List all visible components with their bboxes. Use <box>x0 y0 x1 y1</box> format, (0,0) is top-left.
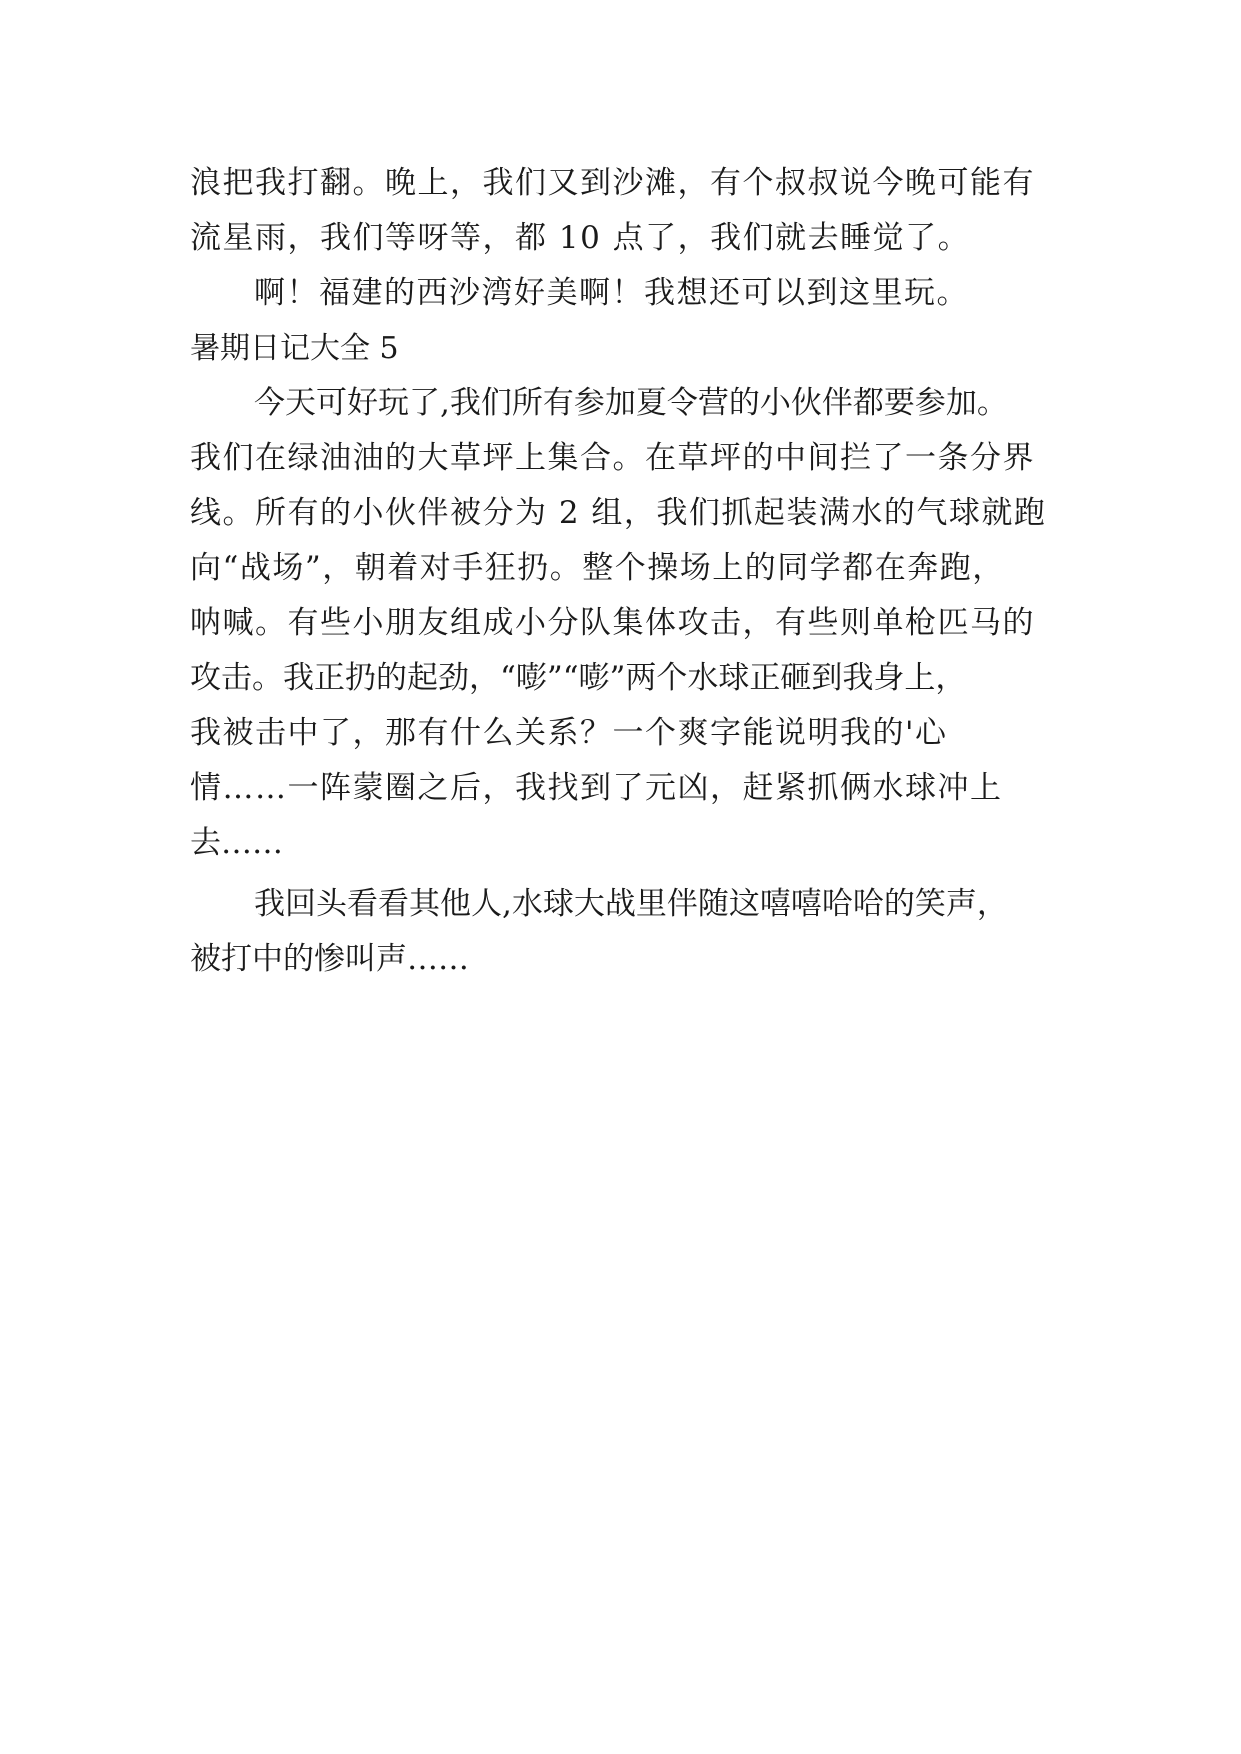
text-line: 啊！福建的西沙湾好美啊！我想还可以到这里玩。 <box>254 275 969 311</box>
text-line: 去…… <box>190 825 283 861</box>
text-line: 呐喊。有些小朋友组成小分队集体攻击，有些则单枪匹马的 <box>190 605 1035 641</box>
text-line: 我回头看看其他人,水球大战里伴随这嘻嘻哈哈的笑声， <box>254 886 1008 922</box>
text-line: 情……一阵蒙圈之后，我找到了元凶，赶紧抓俩水球冲上 <box>190 770 1003 806</box>
text-line: 今天可好玩了,我们所有参加夏令营的小伙伴都要参加。 <box>254 385 1008 421</box>
previous-section-tail <box>190 156 1070 321</box>
document-body <box>190 156 1070 987</box>
text-line: 被打中的惨叫声…… <box>190 941 469 977</box>
text-line: 线。所有的小伙伴被分为 2 组，我们抓起装满水的气球就跑 <box>190 495 1047 531</box>
text-line: 我被击中了，那有什么关系？一个爽字能说明我的'心 <box>190 715 948 751</box>
text-line: 向“战场”，朝着对手狂扔。整个操场上的同学都在奔跑， <box>190 550 1005 586</box>
text-line: 攻击。我正扔的起劲，“嘭”“嘭”两个水球正砸到我身上， <box>190 660 967 696</box>
paragraph <box>190 877 1070 987</box>
text-line: 浪把我打翻。晚上，我们又到沙滩，有个叔叔说今晚可能有 <box>190 165 1035 201</box>
section-title: 暑期日记大全 5 <box>190 331 399 366</box>
text-line: 我们在绿油油的大草坪上集合。在草坪的中间拦了一条分界 <box>190 440 1035 476</box>
text-line: 流星雨，我们等呀等，都 10 点了，我们就去睡觉了。 <box>190 220 971 256</box>
paragraph <box>190 376 1070 871</box>
